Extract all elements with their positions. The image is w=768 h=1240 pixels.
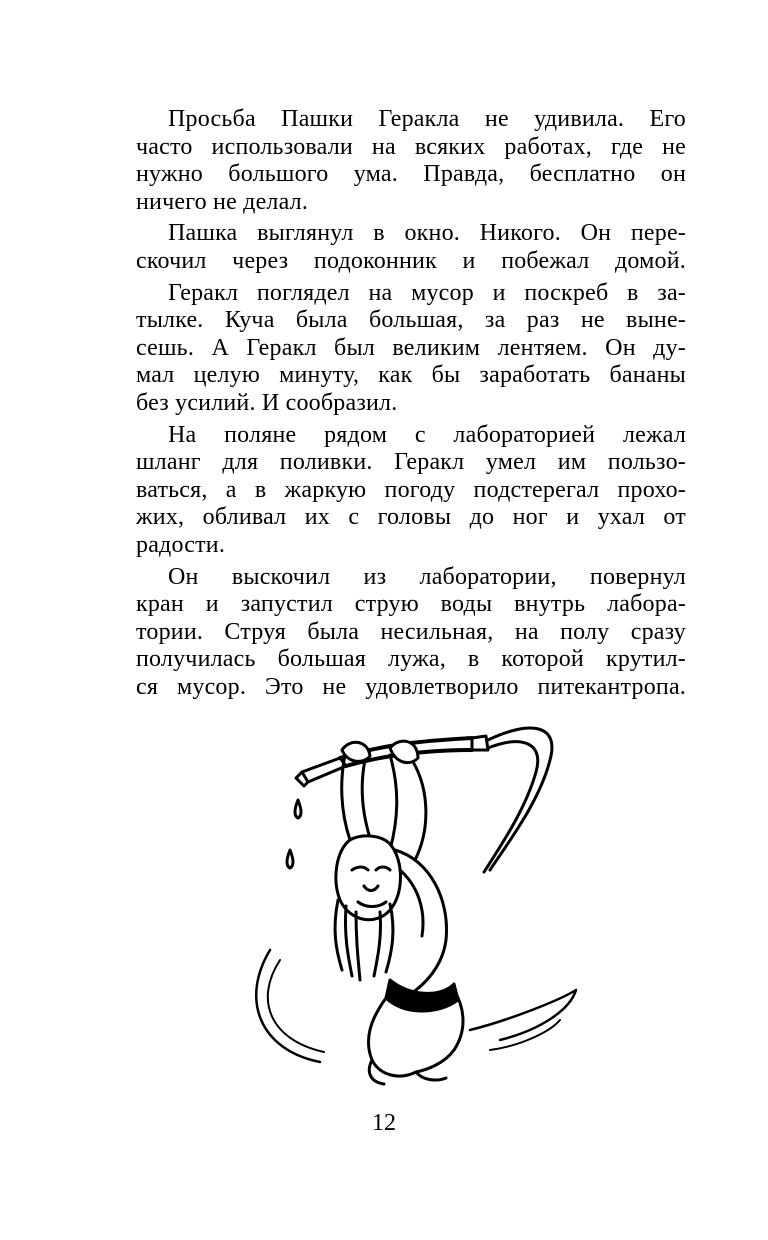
text-line: радости. xyxy=(136,531,226,558)
paragraph-3 xyxy=(136,280,686,418)
text-line: без усилий. И сообразил. xyxy=(136,389,398,416)
hose-ape-illustration xyxy=(240,700,585,1095)
text-line: жих, обливал их с головы до ног и ухал от xyxy=(136,504,686,531)
text-line: кран и запустил струю воды внутрь лабора- xyxy=(136,591,686,618)
text-line: ся мусор. Это не удовлетворило питекантропа. xyxy=(136,673,686,700)
text-line: шланг для поливки. Геракл умел им пользо- xyxy=(136,449,686,476)
text-line: Пашка выглянул в окно. Никого. Он пере- xyxy=(168,220,686,247)
text-line: На поляне рядом с лабораторией лежал xyxy=(168,421,686,448)
text-line: Геракл поглядел на мусор и поскреб в за- xyxy=(168,279,686,306)
text-line: часто использовали на всяких работах, где не xyxy=(136,133,686,160)
text-line: ваться, а в жаркую погоду подстерегал прохо- xyxy=(136,476,686,503)
paragraph-5 xyxy=(136,564,686,702)
text-line: мал целую минуту, как бы заработать бананы xyxy=(136,362,686,389)
text-line: тории. Струя была несильная, на полу сразу xyxy=(136,618,686,645)
text-line: Он выскочил из лаборатории, повернул xyxy=(168,563,686,590)
paragraph-4 xyxy=(136,422,686,560)
text-line: Просьба Пашки Геракла не удивила. Его xyxy=(168,106,686,132)
text-line: получилась большая лужа, в которой крутил- xyxy=(136,646,686,673)
page-number: 12 xyxy=(372,1110,396,1136)
text-line: тылке. Куча была большая, за раз не выне- xyxy=(136,307,686,334)
text-line: скочил через подоконник и побежал домой. xyxy=(136,247,686,274)
text-line: сешь. А Геракл был великим лентяем. Он ду- xyxy=(136,334,686,361)
text-line: нужно большого ума. Правда, бесплатно он xyxy=(136,161,686,188)
body-text xyxy=(136,106,686,701)
paragraph-2 xyxy=(136,220,686,275)
text-line: ничего не делал. xyxy=(136,188,309,215)
paragraph-1 xyxy=(136,106,686,216)
